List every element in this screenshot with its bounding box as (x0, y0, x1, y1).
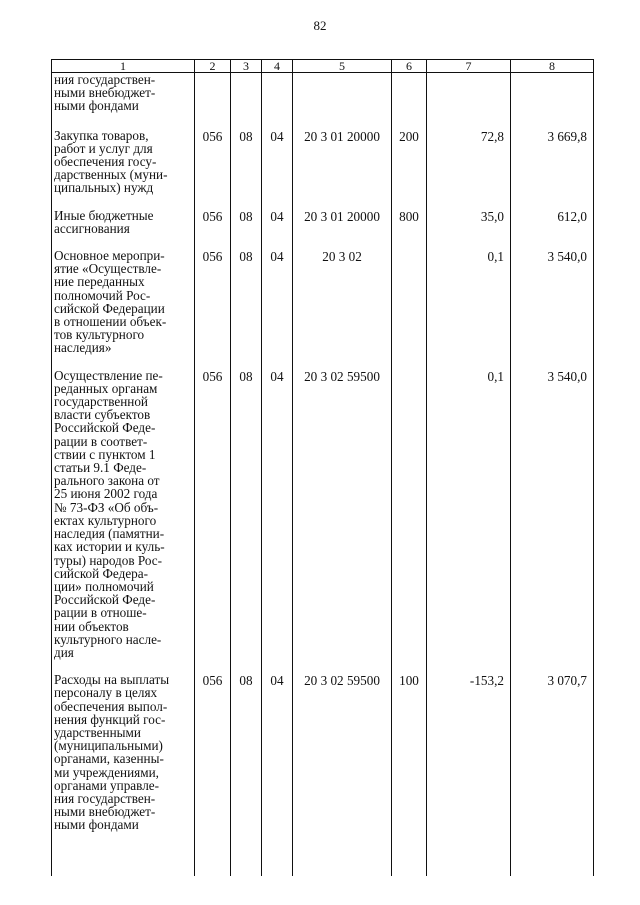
cell-name: Основное меропри- ятие «Осуществле- ние переданных полномочий Рос- сийской Федерации в отношении объек- тов культурного наследия» (52, 247, 195, 367)
cell-target-article: 20 3 02 (293, 247, 392, 367)
cell-target-article: 20 3 01 20000 (293, 207, 392, 247)
cell-total: 3 669,8 (511, 127, 594, 207)
cell-name: Осуществление пе- реданных органам государственной власти субъектов Российской Феде- рации в соответ- ствии с пунктом 1 статьи 9.1 Феде- рального закона от 25 июня 2002 года № 73-ФЗ «Об объ- ектах культурного наследия (памятни- ках истории и куль- туры) народов Рос- сийской Федера- ции» полномочий Российской Феде- рации в отноше- нии объектов культурного насле- дия (52, 367, 195, 671)
header-col-1: 1 (52, 60, 195, 73)
page-number: 82 (313, 18, 327, 33)
header-col-5: 5 (293, 60, 392, 73)
cell-admin-code: 056 (195, 247, 231, 367)
cell-expense-type: 800 (392, 207, 427, 247)
cell-subsection: 04 (262, 207, 293, 247)
table-row (52, 73, 594, 127)
cell-change: 35,0 (427, 207, 511, 247)
cell-change: 0,1 (427, 367, 511, 671)
cell-admin-code: 056 (195, 671, 231, 876)
cell-section: 08 (231, 247, 262, 367)
table-body (52, 73, 594, 877)
cell-admin-code: 056 (195, 127, 231, 207)
cell-subsection: 04 (262, 127, 293, 207)
cell-subsection: 04 (262, 367, 293, 671)
table-row (52, 367, 594, 671)
cell-admin-code (195, 73, 231, 127)
cell-total: 3 540,0 (511, 247, 594, 367)
cell-target-article (293, 73, 392, 127)
cell-section (231, 73, 262, 127)
cell-subsection: 04 (262, 247, 293, 367)
cell-admin-code: 056 (195, 367, 231, 671)
cell-target-article: 20 3 01 20000 (293, 127, 392, 207)
cell-expense-type: 100 (392, 671, 427, 876)
cell-name: Расходы на выплаты персоналу в целях обеспечения выпол- нения функций гос- ударственными (муниципальными) органами, казенны- ми учреждениями, органами управле- ния государствен- ными внебюджет- ными фондами (52, 671, 195, 876)
cell-expense-type (392, 367, 427, 671)
cell-target-article: 20 3 02 59500 (293, 671, 392, 876)
cell-name: ния государствен- ными внебюджет- ными фондами (52, 73, 195, 127)
table-row (52, 127, 594, 207)
cell-total: 3 540,0 (511, 367, 594, 671)
cell-expense-type (392, 73, 427, 127)
cell-section: 08 (231, 671, 262, 876)
header-col-8: 8 (511, 60, 594, 73)
cell-subsection (262, 73, 293, 127)
cell-subsection: 04 (262, 671, 293, 876)
cell-total: 3 070,7 (511, 671, 594, 876)
cell-target-article: 20 3 02 59500 (293, 367, 392, 671)
cell-name: Иные бюджетные ассигнования (52, 207, 195, 247)
header-row (52, 60, 594, 73)
cell-expense-type (392, 247, 427, 367)
cell-change (427, 73, 511, 127)
table-row (52, 671, 594, 876)
cell-change: 0,1 (427, 247, 511, 367)
cell-admin-code: 056 (195, 207, 231, 247)
table-row (52, 207, 594, 247)
header-col-4: 4 (262, 60, 293, 73)
cell-section: 08 (231, 127, 262, 207)
cell-total (511, 73, 594, 127)
cell-name: Закупка товаров, работ и услуг для обеспечения госу- дарственных (муни- ципальных) нужд (52, 127, 195, 207)
header-col-2: 2 (195, 60, 231, 73)
header-col-6: 6 (392, 60, 427, 73)
header-col-3: 3 (231, 60, 262, 73)
cell-section: 08 (231, 207, 262, 247)
table-row (52, 247, 594, 367)
cell-total: 612,0 (511, 207, 594, 247)
cell-change: 72,8 (427, 127, 511, 207)
cell-expense-type: 200 (392, 127, 427, 207)
cell-section: 08 (231, 367, 262, 671)
cell-change: -153,2 (427, 671, 511, 876)
budget-table (51, 59, 594, 876)
header-col-7: 7 (427, 60, 511, 73)
